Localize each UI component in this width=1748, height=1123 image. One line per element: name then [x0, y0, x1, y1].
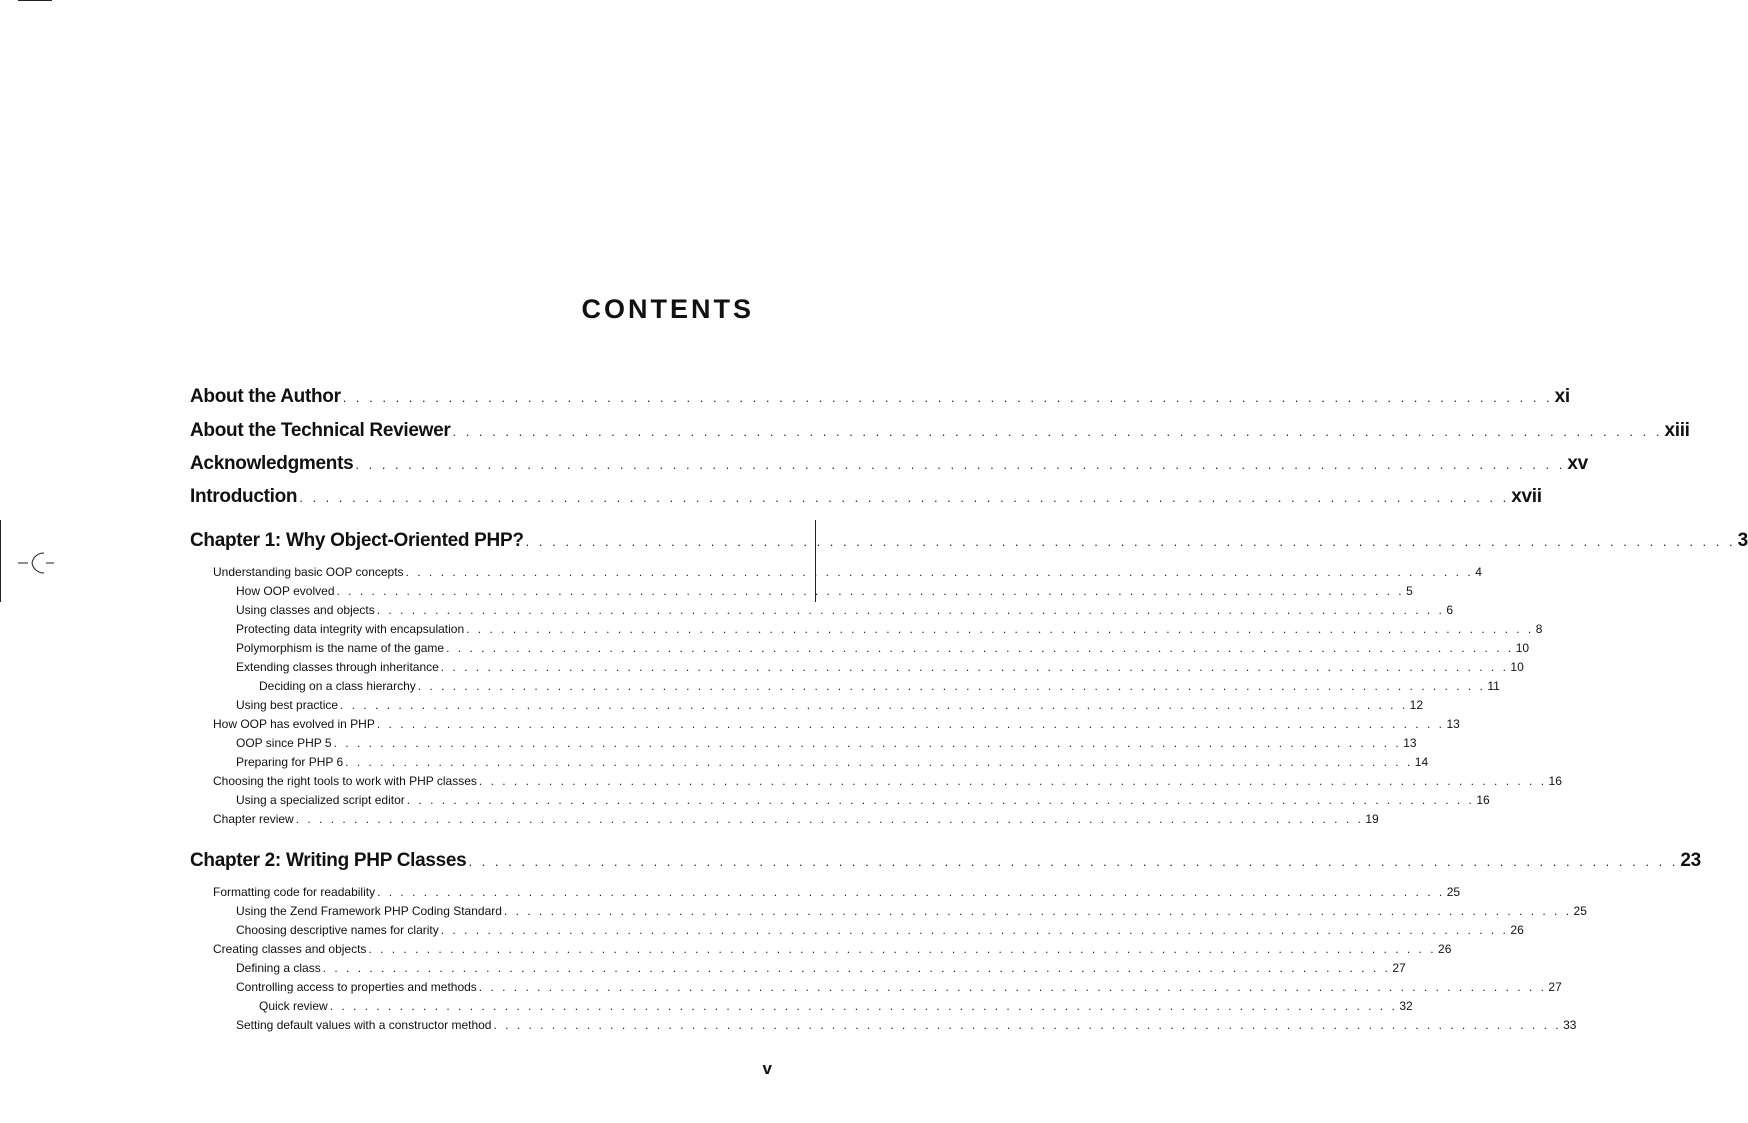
toc-entry-page: 23 — [1680, 850, 1701, 871]
toc-entry-page: 25 — [1446, 885, 1461, 899]
toc-section[interactable] — [190, 584, 1413, 598]
dot-leader: . . . . . . . . . . . . . . . . . . . . . . . . . . . . . . . . . . . . . . . . . . . . . . . . . . . . . . . . . . . . . . . . . . . . . . . . . . . . . . . . . . . . . . . . . . . . — [478, 980, 1547, 994]
toc-entry-title: Chapter review — [213, 812, 294, 826]
dot-leader: . . . . . . . . . . . . . . . . . . . . . . . . . . . . . . . . . . . . . . . . . . . . . . . . . . . . . . . . . . . . . . . . . . . . . . . . . . . . . . . . . . . . . . . . . . . . — [376, 603, 1445, 617]
crop-corner-mark — [18, 0, 52, 1]
dot-leader: . . . . . . . . . . . . . . . . . . . . . . . . . . . . . . . . . . . . . . . . . . . . . . . . . . . . . . . . . . . . . . . . . . . . . . . . . . . . . . . . . . . . . . . . . . . . — [405, 565, 1474, 579]
toc-entry-title: How OOP has evolved in PHP — [213, 717, 375, 731]
toc-entry-page: 16 — [1476, 793, 1490, 807]
toc-entry-title: Using a specialized script editor — [236, 793, 405, 807]
toc-entry-page: 32 — [1399, 999, 1413, 1013]
toc-section[interactable] — [190, 774, 1562, 788]
toc-entry-title: Acknowledgments — [190, 453, 354, 474]
toc-chapter-2[interactable] — [190, 850, 1701, 872]
toc-entry-title: Chapter 1: Why Object-Oriented PHP? — [190, 530, 524, 551]
toc-entry-page: 13 — [1403, 736, 1417, 750]
toc-entry-page: 16 — [1548, 774, 1562, 788]
toc-entry-title: Choosing descriptive names for clarity — [236, 923, 439, 937]
toc-entry-page: 6 — [1446, 603, 1454, 617]
dot-leader: . . . . . . . . . . . . . . . . . . . . . . . . . . . . . . . . . . . . . . . . . . . . . . . . . . . . . . . . . . . . . . . . . . . . . . . . . . . . . . . . . . . . . . . . . . . . — [368, 942, 1437, 956]
toc-entry-title: Polymorphism is the name of the game — [236, 641, 445, 655]
toc-entry-title: Controlling access to properties and methods — [236, 980, 477, 994]
toc-section[interactable] — [190, 679, 1500, 693]
toc-entry-page: 14 — [1414, 755, 1429, 769]
dot-leader: . . . . . . . . . . . . . . . . . . . . . . . . . . . . . . . . . . . . . . . . . . . . . . . . . . . . . . . . . . . . . . . . . . . . . . . . . . . . . . . . . . . . . . . . . . . . — [503, 904, 1572, 918]
dot-leader: . . . . . . . . . . . . . . . . . . . . . . . . . . . . . . . . . . . . . . . . . . . . . . . . . . . . . . . . . . . . . . . . . . . . . . . . . . . . . . . . . . . . . . . . . . . . — [452, 424, 1663, 439]
toc-section[interactable] — [190, 961, 1406, 975]
dot-leader: . . . . . . . . . . . . . . . . . . . . . . . . . . . . . . . . . . . . . . . . . . . . . . . . . . . . . . . . . . . . . . . . . . . . . . . . . . . . . . . . . . . . . . . . . . . . — [406, 793, 1475, 807]
toc-section[interactable] — [190, 736, 1417, 750]
toc-entry-title: Protecting data integrity with encapsulation — [236, 622, 465, 636]
toc-section[interactable] — [190, 565, 1482, 579]
dot-leader: . . . . . . . . . . . . . . . . . . . . . . . . . . . . . . . . . . . . . . . . . . . . . . . . . . . . . . . . . . . . . . . . . . . . . . . . . . . . . . . . . . . . . . . . . . . . — [355, 457, 1566, 472]
toc-entry-page: 25 — [1573, 904, 1587, 918]
dot-leader: . . . . . . . . . . . . . . . . . . . . . . . . . . . . . . . . . . . . . . . . . . . . . . . . . . . . . . . . . . . . . . . . . . . . . . . . . . . . . . . . . . . . . . . . . . . . — [340, 698, 1408, 712]
toc-entry-title: Defining a class — [236, 961, 321, 975]
toc-entry-page: 19 — [1365, 812, 1379, 826]
toc-section[interactable] — [190, 622, 1543, 636]
page-number: v — [762, 1059, 772, 1078]
toc-entry-page: xv — [1567, 453, 1588, 474]
dot-leader: . . . . . . . . . . . . . . . . . . . . . . . . . . . . . . . . . . . . . . . . . . . . . . . . . . . . . . . . . . . . . . . . . . . . . . . . . . . . . . . . . . . . . . . . . . . . — [440, 923, 1509, 937]
toc-entry-page: xi — [1554, 386, 1570, 407]
dot-leader: . . . . . . . . . . . . . . . . . . . . . . . . . . . . . . . . . . . . . . . . . . . . . . . . . . . . . . . . . . . . . . . . . . . . . . . . . . . . . . . . . . . . . . . . . . . . — [493, 1018, 1562, 1032]
toc-entry-page: 27 — [1548, 980, 1562, 994]
toc-entry-title: How OOP evolved — [236, 584, 335, 598]
toc-entry-title: Setting default values with a constructor method — [236, 1018, 492, 1032]
toc-entry-page: xiii — [1664, 420, 1690, 441]
toc-section[interactable] — [190, 603, 1454, 617]
toc-entry-title: Using classes and objects — [236, 603, 375, 617]
toc-section[interactable] — [190, 923, 1524, 937]
toc-entry-title: Using the Zend Framework PHP Coding Standard — [236, 904, 502, 918]
toc-section[interactable] — [190, 698, 1424, 712]
toc-entry-page: 33 — [1563, 1018, 1577, 1032]
registration-mark-icon — [16, 548, 56, 578]
dot-leader: . . . . . . . . . . . . . . . . . . . . . . . . . . . . . . . . . . . . . . . . . . . . . . . . . . . . . . . . . . . . . . . . . . . . . . . . . . . . . . . . . . . . . . . . . . . . — [440, 660, 1509, 674]
toc-entry-page: 12 — [1409, 698, 1424, 712]
toc-entry-title: Understanding basic OOP concepts — [213, 565, 404, 579]
toc-entry-title: Choosing the right tools to work with PHP classes — [213, 774, 477, 788]
dot-leader: . . . . . . . . . . . . . . . . . . . . . . . . . . . . . . . . . . . . . . . . . . . . . . . . . . . . . . . . . . . . . . . . . . . . . . . . . . . . . . . . . . . . . . . . . . . . — [525, 534, 1736, 549]
toc-entry-page: 26 — [1438, 942, 1452, 956]
toc-entry-page: 5 — [1406, 584, 1413, 598]
toc-entry-title: Extending classes through inheritance — [236, 660, 439, 674]
toc-entry-title: Using best practice — [236, 698, 339, 712]
dot-leader: . . . . . . . . . . . . . . . . . . . . . . . . . . . . . . . . . . . . . . . . . . . . . . . . . . . . . . . . . . . . . . . . . . . . . . . . . . . . . . . . . . . . . . . . . . . . — [345, 755, 1413, 769]
toc-entry-title: OOP since PHP 5 — [236, 736, 332, 750]
dot-leader: . . . . . . . . . . . . . . . . . . . . . . . . . . . . . . . . . . . . . . . . . . . . . . . . . . . . . . . . . . . . . . . . . . . . . . . . . . . . . . . . . . . . . . . . . . . . — [333, 736, 1402, 750]
toc-entry-introduction[interactable] — [190, 486, 1542, 508]
toc-section[interactable] — [190, 885, 1461, 899]
toc-entry-page: 27 — [1392, 961, 1406, 975]
dot-leader: . . . . . . . . . . . . . . . . . . . . . . . . . . . . . . . . . . . . . . . . . . . . . . . . . . . . . . . . . . . . . . . . . . . . . . . . . . . . . . . . . . . . . . . . . . . . — [329, 999, 1398, 1013]
dot-leader: . . . . . . . . . . . . . . . . . . . . . . . . . . . . . . . . . . . . . . . . . . . . . . . . . . . . . . . . . . . . . . . . . . . . . . . . . . . . . . . . . . . . . . . . . . . . — [342, 390, 1553, 405]
page-title: CONTENTS — [581, 294, 754, 324]
toc-entry-technical-reviewer[interactable] — [190, 420, 1690, 442]
toc-section[interactable] — [190, 904, 1587, 918]
toc-section[interactable] — [190, 755, 1429, 769]
toc-entry-page: 26 — [1510, 923, 1524, 937]
toc-entry-page: 13 — [1446, 717, 1460, 731]
toc-section[interactable] — [190, 793, 1490, 807]
toc-entry-title: Introduction — [190, 486, 298, 507]
toc-section[interactable] — [190, 641, 1530, 655]
toc-section[interactable] — [190, 1018, 1577, 1032]
toc-entry-page: 10 — [1515, 641, 1530, 655]
toc-entry-page: 8 — [1535, 622, 1543, 636]
toc-entry-title: Deciding on a class hierarchy — [259, 679, 416, 693]
toc-entry-title: Quick review — [259, 999, 328, 1013]
toc-entry-page: 4 — [1475, 565, 1482, 579]
dot-leader: . . . . . . . . . . . . . . . . . . . . . . . . . . . . . . . . . . . . . . . . . . . . . . . . . . . . . . . . . . . . . . . . . . . . . . . . . . . . . . . . . . . . . . . . . . . . — [478, 774, 1547, 788]
left-edge-mark — [0, 520, 1, 602]
toc-section[interactable] — [190, 999, 1413, 1013]
toc-entry-title: Creating classes and objects — [213, 942, 367, 956]
toc-section[interactable] — [190, 717, 1460, 731]
toc-entry-page: 11 — [1487, 679, 1500, 693]
toc-section[interactable] — [190, 980, 1562, 994]
toc-section[interactable] — [190, 660, 1524, 674]
toc-entry-page: xvii — [1511, 486, 1542, 507]
toc-chapter-1[interactable] — [190, 530, 1748, 552]
dot-leader: . . . . . . . . . . . . . . . . . . . . . . . . . . . . . . . . . . . . . . . . . . . . . . . . . . . . . . . . . . . . . . . . . . . . . . . . . . . . . . . . . . . . . . . . . . . . — [295, 812, 1364, 826]
dot-leader: . . . . . . . . . . . . . . . . . . . . . . . . . . . . . . . . . . . . . . . . . . . . . . . . . . . . . . . . . . . . . . . . . . . . . . . . . . . . . . . . . . . . . . . . . . . . — [322, 961, 1391, 975]
toc-entry-title: About the Author — [190, 386, 341, 407]
dot-leader: . . . . . . . . . . . . . . . . . . . . . . . . . . . . . . . . . . . . . . . . . . . . . . . . . . . . . . . . . . . . . . . . . . . . . . . . . . . . . . . . . . . . . . . . . . . . — [299, 490, 1510, 505]
toc-entry-title: Chapter 2: Writing PHP Classes — [190, 850, 467, 871]
toc-entry-title: Preparing for PHP 6 — [236, 755, 344, 769]
dot-leader: . . . . . . . . . . . . . . . . . . . . . . . . . . . . . . . . . . . . . . . . . . . . . . . . . . . . . . . . . . . . . . . . . . . . . . . . . . . . . . . . . . . . . . . . . . . . — [417, 679, 1486, 693]
toc-entry-title: Formatting code for readability — [213, 885, 376, 899]
toc-entry-acknowledgments[interactable] — [190, 453, 1588, 475]
dot-leader: . . . . . . . . . . . . . . . . . . . . . . . . . . . . . . . . . . . . . . . . . . . . . . . . . . . . . . . . . . . . . . . . . . . . . . . . . . . . . . . . . . . . . . . . . . . . — [376, 717, 1445, 731]
dot-leader: . . . . . . . . . . . . . . . . . . . . . . . . . . . . . . . . . . . . . . . . . . . . . . . . . . . . . . . . . . . . . . . . . . . . . . . . . . . . . . . . . . . . . . . . . . . . — [446, 641, 1514, 655]
toc-entry-about-author[interactable] — [190, 386, 1570, 408]
toc-entry-page: 10 — [1510, 660, 1524, 674]
dot-leader: . . . . . . . . . . . . . . . . . . . . . . . . . . . . . . . . . . . . . . . . . . . . . . . . . . . . . . . . . . . . . . . . . . . . . . . . . . . . . . . . . . . . . . . . . . . . — [377, 885, 1445, 899]
toc-section[interactable] — [190, 812, 1379, 826]
toc-section[interactable] — [190, 942, 1452, 956]
dot-leader: . . . . . . . . . . . . . . . . . . . . . . . . . . . . . . . . . . . . . . . . . . . . . . . . . . . . . . . . . . . . . . . . . . . . . . . . . . . . . . . . . . . . . . . . . . . . — [466, 622, 1534, 636]
dot-leader: . . . . . . . . . . . . . . . . . . . . . . . . . . . . . . . . . . . . . . . . . . . . . . . . . . . . . . . . . . . . . . . . . . . . . . . . . . . . . . . . . . . . . . . . . . . . — [336, 584, 1405, 598]
toc-entry-page: 3 — [1737, 530, 1748, 551]
dot-leader: . . . . . . . . . . . . . . . . . . . . . . . . . . . . . . . . . . . . . . . . . . . . . . . . . . . . . . . . . . . . . . . . . . . . . . . . . . . . . . . . . . . . . . . . . . . . — [468, 854, 1679, 869]
toc-entry-title: About the Technical Reviewer — [190, 420, 451, 441]
